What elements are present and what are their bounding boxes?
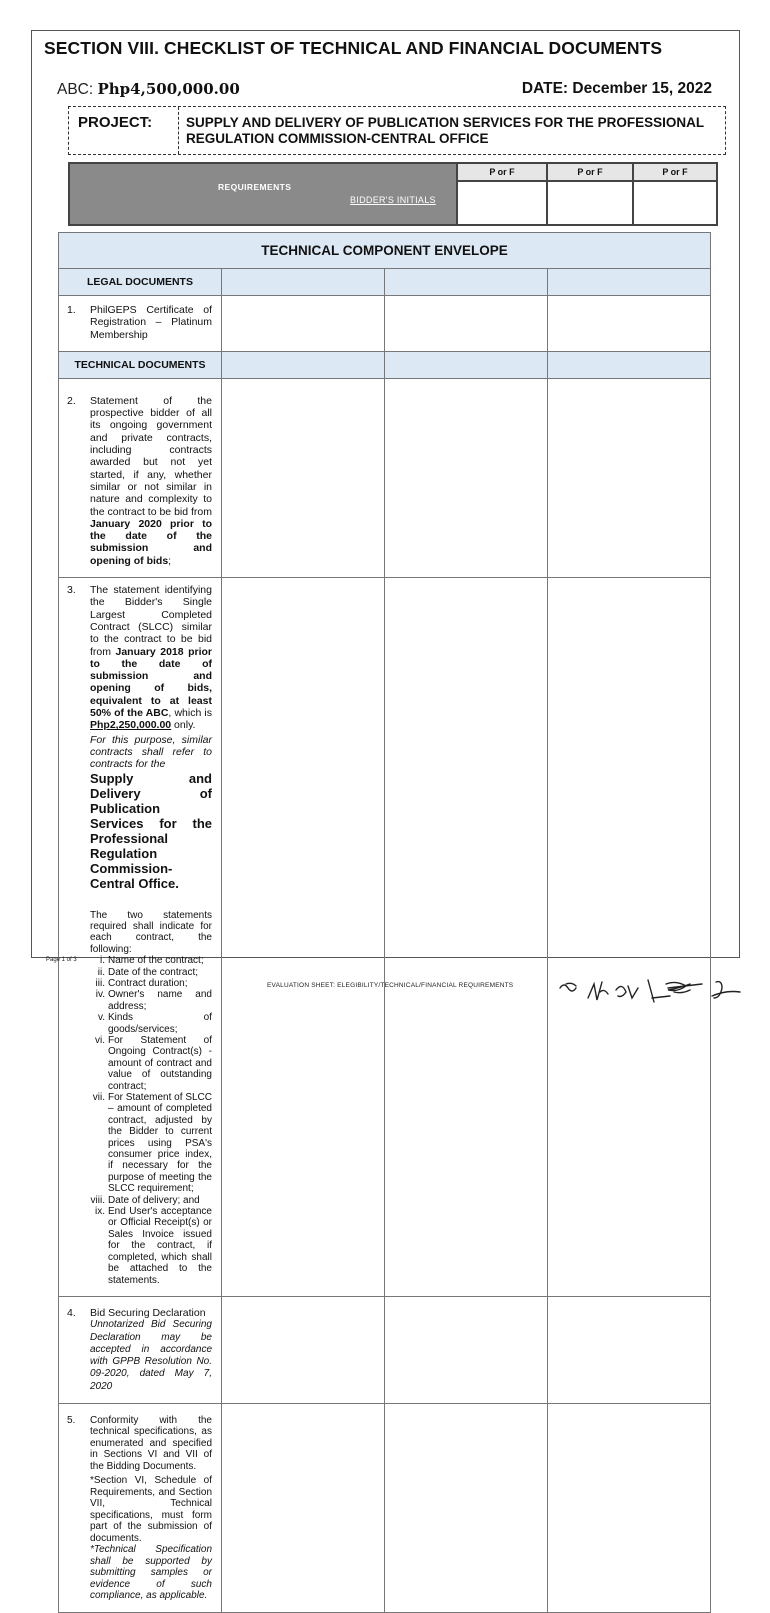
item-intro: The two statements required shall indicate for each contract, the following: xyxy=(90,909,212,955)
abc-line xyxy=(57,80,240,99)
legal-documents-heading: LEGAL DOCUMENTS xyxy=(59,269,222,296)
checkbox-cell[interactable] xyxy=(222,1403,385,1612)
pf-column-3 xyxy=(632,164,716,224)
checkbox-cell[interactable] xyxy=(548,378,711,577)
list-item: i. Name of the contract; xyxy=(100,955,204,967)
checkbox-cell[interactable] xyxy=(548,578,711,1297)
item-number: 3. xyxy=(67,584,76,597)
pf-header-3: P or F xyxy=(634,164,716,182)
checkbox-cell[interactable] xyxy=(222,269,385,296)
project-box xyxy=(68,106,726,155)
technical-item-3 xyxy=(59,578,222,1297)
item-text: , which is xyxy=(168,707,212,720)
item-number: 1. xyxy=(67,304,76,316)
item-note: *Technical Specification shall be supported by submitting samples or evidence of such compliance, as applicable. xyxy=(90,1544,212,1602)
checkbox-cell[interactable] xyxy=(385,378,548,577)
footer-caption: EVALUATION SHEET: ELEGIBILITY/TECHNICAL/FINANCIAL REQUIREMENTS xyxy=(267,982,514,989)
list-item: v. Kinds of goods/services; xyxy=(97,1012,212,1035)
half-abc-amount: Php2,250,000.00 xyxy=(90,719,172,732)
checkbox-cell[interactable] xyxy=(222,296,385,352)
list-item: ix. End User's acceptance or Official Receipt(s) or Sales Invoice issued for the contract, if completed, which shall be attached to the statements. xyxy=(95,1206,212,1286)
checkbox-cell[interactable] xyxy=(385,351,548,378)
checkbox-cell[interactable] xyxy=(548,351,711,378)
abc-value: Php4,500,000.00 xyxy=(97,80,240,98)
item-text-end: ; xyxy=(168,554,172,567)
checklist-table xyxy=(58,232,711,1613)
page-number: Page 1 of 3 xyxy=(46,957,77,963)
item-note: For this purpose, similar contracts shall refer to contracts for the xyxy=(90,733,212,771)
checkbox-cell[interactable] xyxy=(385,296,548,352)
list-item: iv. Owner's name and address; xyxy=(95,989,212,1012)
checkbox-cell[interactable] xyxy=(222,378,385,577)
checkbox-cell[interactable] xyxy=(548,296,711,352)
item-emphasis: January 2020 prior to the date of the submission and opening of bids xyxy=(90,517,212,567)
list-item: viii. Date of delivery; and xyxy=(90,1194,200,1206)
item-number: 2. xyxy=(67,394,76,407)
similar-contract-title: Supply and Delivery of Publication Services for the Professional Regulation Commission-Central Office. xyxy=(90,770,212,891)
checkbox-cell[interactable] xyxy=(548,1403,711,1612)
checkbox-cell[interactable] xyxy=(385,269,548,296)
technical-documents-heading: TECHNICAL DOCUMENTS xyxy=(59,351,222,378)
checkbox-cell[interactable] xyxy=(385,1296,548,1403)
item-text: PhilGEPS Certificate of Registration – Platinum Membership xyxy=(90,304,212,341)
item-emphasis: January 2018 prior to the date of submission and opening of bids, equivalent to at least 50% of the ABC xyxy=(90,645,212,720)
technical-item-4 xyxy=(59,1296,222,1403)
list-item: ii. Date of the contract; xyxy=(97,966,199,978)
checkbox-cell[interactable] xyxy=(385,1403,548,1612)
item-text: Statement of the prospective bidder of all its ongoing government and private contracts, including contracts awarded but not yet started, if any, whether similar or not similar in nature and complexity to the contract to be bid from xyxy=(90,394,212,518)
item-text: only. xyxy=(171,719,196,732)
technical-envelope-title: TECHNICAL COMPONENT ENVELOPE xyxy=(59,233,711,269)
pf-column-2 xyxy=(546,164,632,224)
item-note: Unnotarized Bid Securing Declaration may be accepted in accordance with GPPB Resolution No. 09-2020, dated May 7, 2020 xyxy=(90,1319,212,1392)
handwritten-initials xyxy=(556,970,746,1010)
bidders-initials-label: BIDDER'S INITIALS xyxy=(350,195,436,205)
checkbox-cell[interactable] xyxy=(548,269,711,296)
pf-header-1: P or F xyxy=(458,164,546,182)
page-title: SECTION VIII. CHECKLIST OF TECHNICAL AND FINANCIAL DOCUMENTS xyxy=(44,38,663,58)
list-item: iii. Contract duration; xyxy=(95,977,188,989)
checkbox-cell[interactable] xyxy=(222,351,385,378)
pf-header-2: P or F xyxy=(548,164,632,182)
item-text: The statement identifying the Bidder's Single Largest Completed Contract (SLCC) similar to the contract to be bid from xyxy=(90,584,212,658)
legal-item-1 xyxy=(59,296,222,352)
item-text: Conformity with the technical specifications, as enumerated and specified in Sections VI and VII of the Bidding Documents. xyxy=(90,1414,212,1472)
list-item: vi. For Statement of Ongoing Contract(s) -amount of contract and value of outstanding contract; xyxy=(95,1034,212,1092)
item-note: *Section VI, Schedule of Requirements, and Section VII, Technical specifications, must form part of the submission of documents. xyxy=(90,1475,212,1544)
date-line: DATE: December 15, 2022 xyxy=(521,80,712,97)
checkbox-cell[interactable] xyxy=(222,1296,385,1403)
abc-label: ABC: xyxy=(57,81,98,98)
checkbox-cell[interactable] xyxy=(222,578,385,1297)
project-label: PROJECT: xyxy=(69,107,179,154)
item-number: 5. xyxy=(67,1414,76,1426)
checkbox-cell[interactable] xyxy=(385,578,548,1297)
requirements-header xyxy=(68,162,718,226)
pf-column-1 xyxy=(456,164,546,224)
project-text: SUPPLY AND DELIVERY OF PUBLICATION SERVICES FOR THE PROFESSIONAL REGULATION COMMISSION-CENTRAL OFFICE xyxy=(186,115,704,146)
requirements-label: REQUIREMENTS xyxy=(218,182,292,192)
list-item: vii. For Statement of SLCC – amount of completed contract, adjusted by the Bidder to current prices using PSA's consumer price index, if necessary for the purpose of meeting the SLCC requirement; xyxy=(92,1092,212,1195)
technical-item-5 xyxy=(59,1403,222,1612)
item-text: Bid Securing Declaration xyxy=(90,1306,206,1319)
technical-item-2 xyxy=(59,378,222,577)
checkbox-cell[interactable] xyxy=(548,1296,711,1403)
contract-info-list xyxy=(90,955,212,1286)
item-number: 4. xyxy=(67,1306,76,1319)
